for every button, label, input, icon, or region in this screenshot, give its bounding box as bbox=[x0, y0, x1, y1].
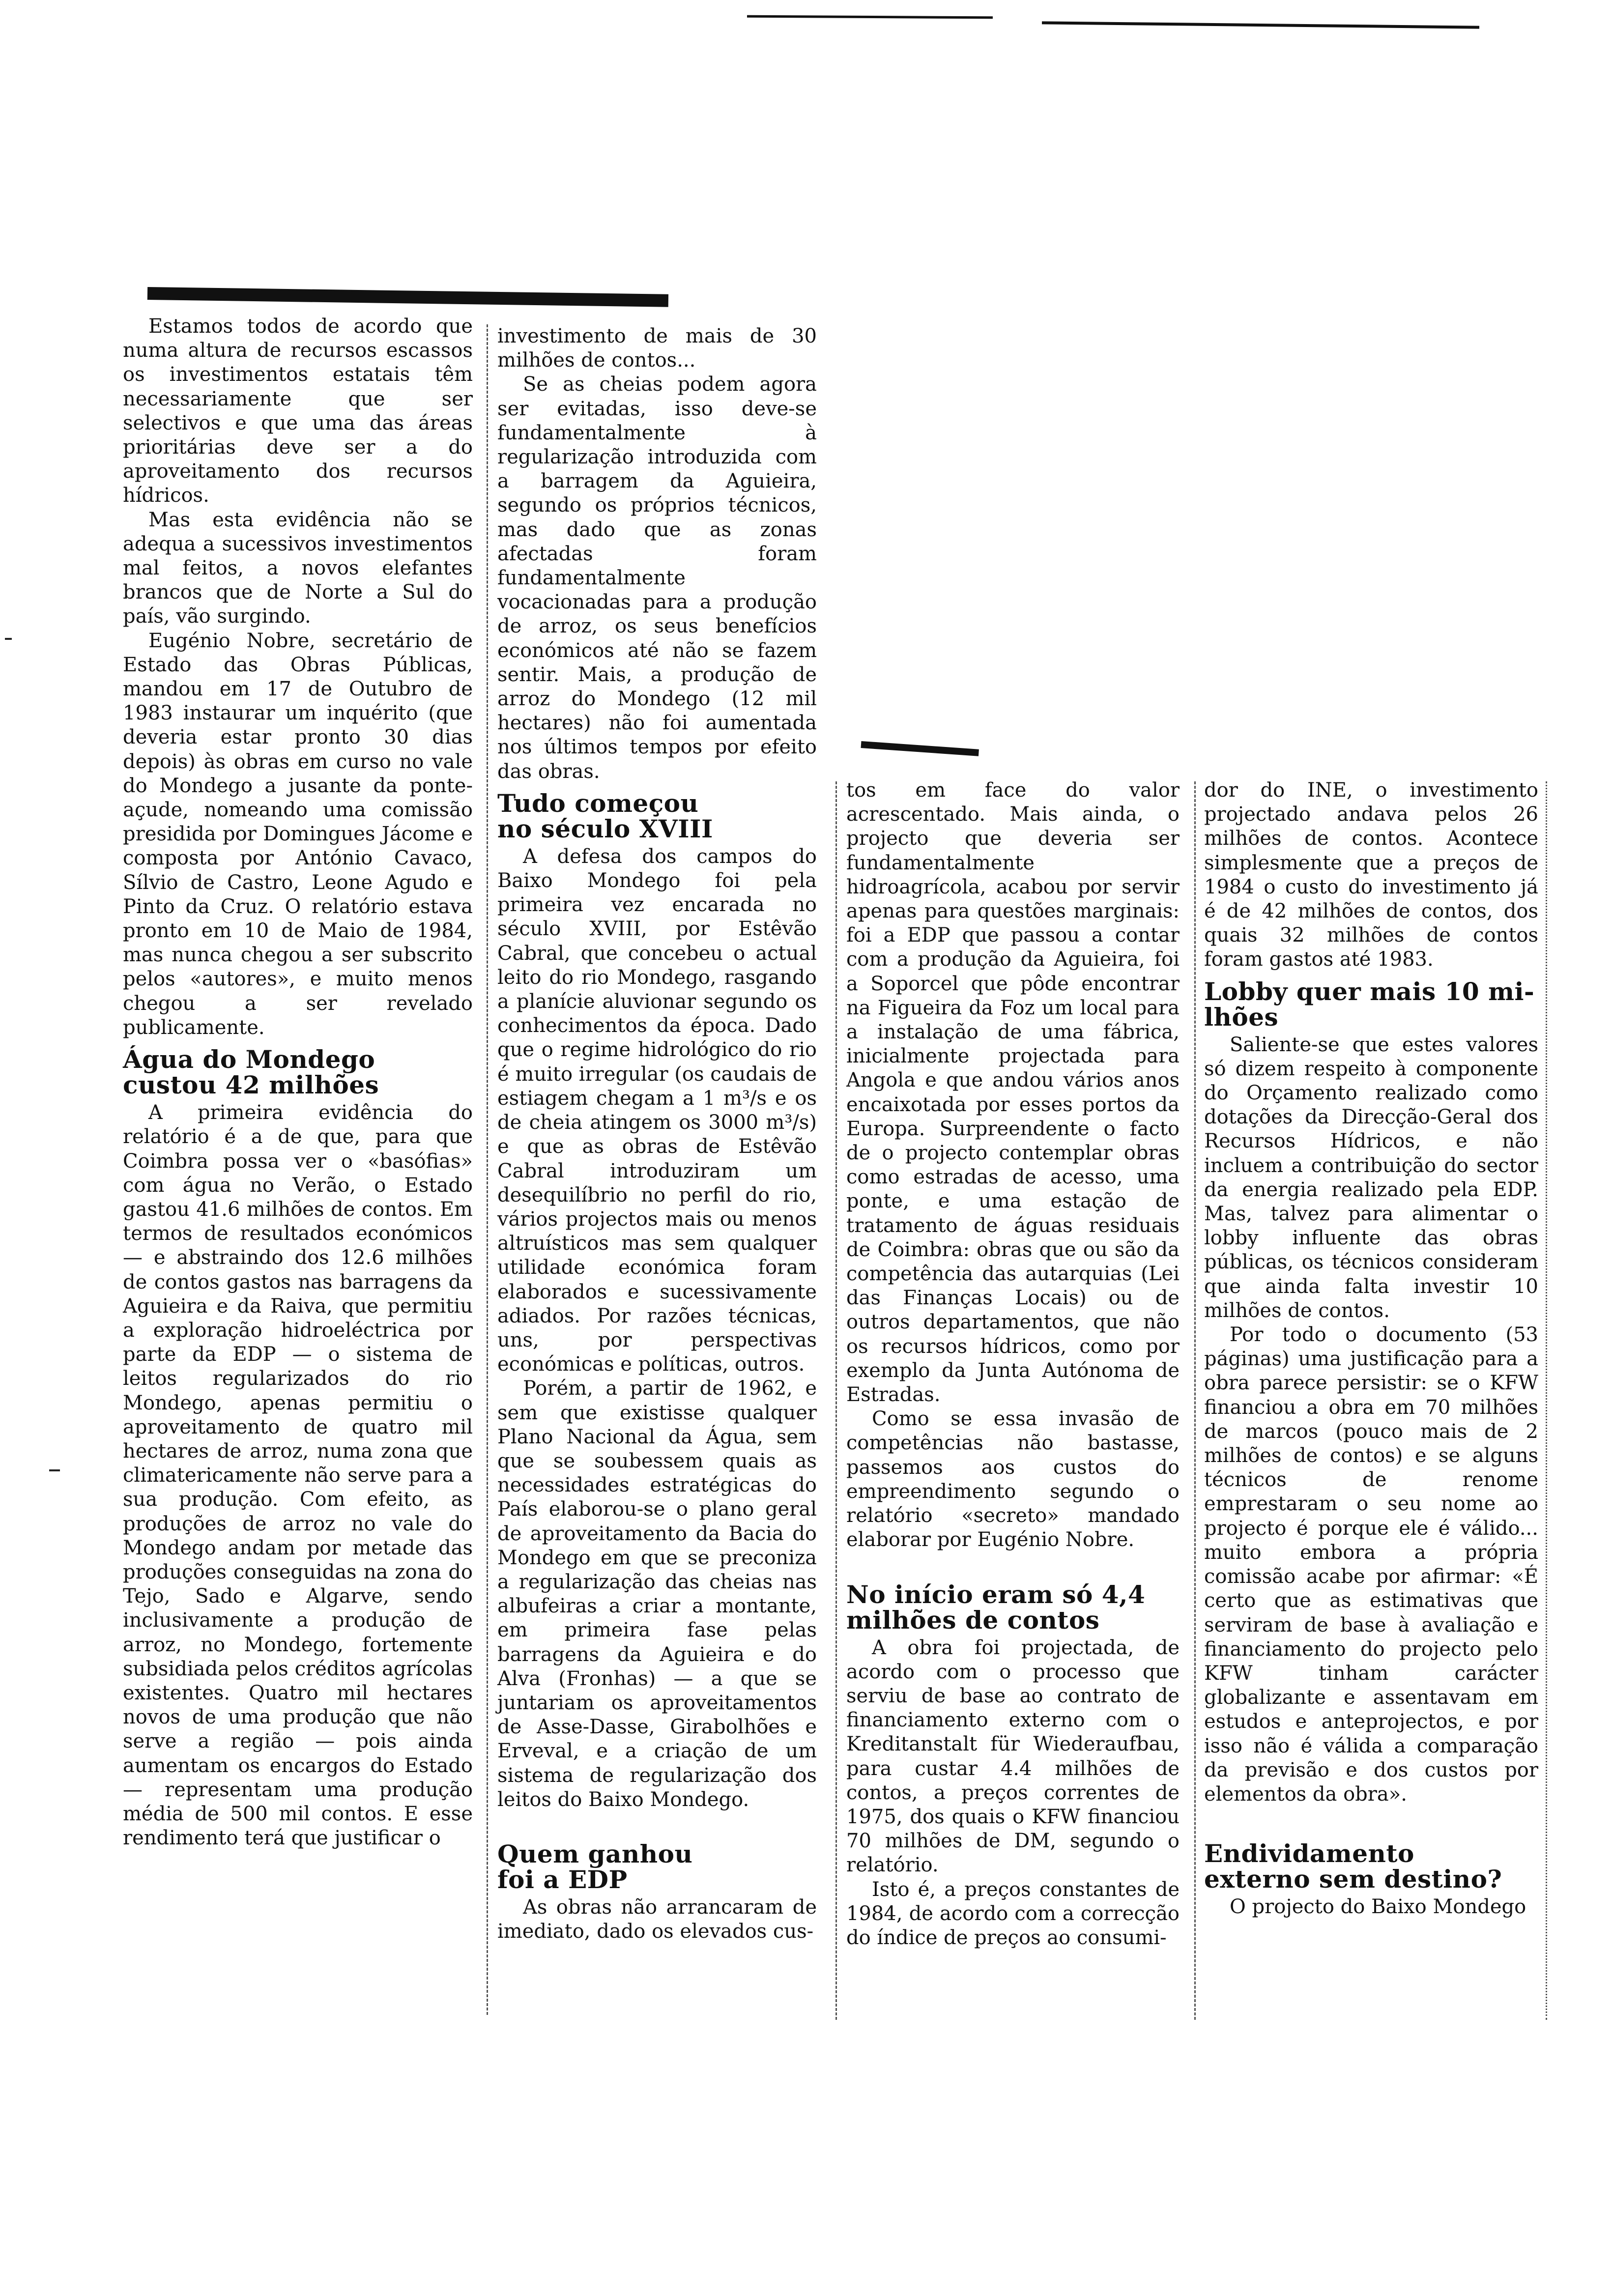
paragraph: A defesa dos campos do Baixo Mondego foi pela primeira vez encarada no século XVIII, por Estêvão Cabral, que concebeu o actual leito do rio Mondego, rasgando a planície aluvionar segundo os conhecimentos da época. Dado que o regime hidrológico do rio é muito irregular (os caudais de estiagem chegam a 1 m³/s e os de cheia atingem os 3000 m³/s) e que as obras de Estêvão Cabral introduziram um desequilíbrio no perfil do rio, vários projectos mais ou menos altruísticos mas sem qualquer utilidade económica foram elaborados e sucessivamente adiados. Por razões técnicas, uns, por perspectivas económicas e políticas, outros. bbox=[497, 845, 817, 1376]
paragraph: Como se essa invasão de competências não bastasse, passemos aos custos do empreendimento segundo o relatório «secreto» mandado elaborar por Eugénio Nobre. bbox=[846, 1407, 1180, 1551]
scan-mark bbox=[5, 638, 12, 640]
article-column-3 bbox=[846, 778, 1180, 1950]
heading-line: Quem ganhou bbox=[497, 1839, 693, 1868]
paragraph: Saliente-se que estes valores só dizem respeito à componente do Orçamento realizado como dotações da Direcção-Geral dos Recursos Hídricos, e não incluem a contribuição do sector da energia realizado pela EDP. Mas, talvez para alimentar o lobby influente das obras públicas, os técnicos consideram que ainda falta investir 10 milhões de contos. bbox=[1204, 1033, 1538, 1322]
article-column-4 bbox=[1204, 778, 1538, 1919]
paragraph: Mas esta evidência não se adequa a sucessivos investimentos mal feitos, a novos elefantes brancos que de Norte a Sul do país, vão surgindo. bbox=[123, 508, 473, 628]
paragraph-continuation: tos em face do valor acrescentado. Mais ainda, o projecto que deveria ser fundamentalmente hidroagrícola, acabou por servir apenas para questões marginais: foi a EDP que passou a contar com a produção da Aguieira, foi a Soporcel que pôde encontrar na Figueira da Foz um local para a instalação de uma fábrica, inicialmente projectada para Angola e que andou vários anos encaixotada por esses portos da Europa. Surpreendente o facto de o projecto contemplar obras como estradas de acesso, uma ponte, e uma estação de tratamento de águas residuais de Coimbra: obras que ou são da competência das autarquias (Lei das Finanças Locais) ou de outros departamentos, que não os recursos hídricos, como por exemplo da Junta Autónoma de Estradas. bbox=[846, 779, 1180, 1406]
section-heading bbox=[123, 1047, 473, 1098]
column-separator bbox=[487, 324, 488, 2015]
heading-line: No início eram só 4,4 bbox=[846, 1579, 1146, 1609]
heading-line: Tudo começou bbox=[497, 788, 699, 818]
paragraph: Isto é, a preços constantes de 1984, de acordo com a correcção do índice de preços ao consumi- bbox=[846, 1878, 1180, 1949]
article-column-2 bbox=[497, 324, 817, 1944]
paragraph: Porém, a partir de 1962, e sem que existisse qualquer Plano Nacional da Água, sem que se soubessem quais as necessidades estratégicas do País elaborou-se o plano geral de aproveitamento da Bacia do Mondego em que se preconiza a regularização das cheias nas albufeiras a criar a montante, em primeira fase pelas barragens da Aguieira e do Alva (Fronhas) — a que se juntariam os aproveitamentos de Asse-Dasse, Girabolhões e Erveval, e a criação de um sistema de regularização dos leitos do Baixo Mondego. bbox=[497, 1377, 817, 1811]
heading-line: externo sem destino? bbox=[1204, 1865, 1502, 1894]
section-heading bbox=[497, 788, 817, 843]
paragraph: Estamos todos de acordo que numa altura de recursos escassos os investimentos estatais têm necessariamente que ser selectivos e que uma das áreas prioritárias deve ser a do aproveitamento dos recursos hídricos. bbox=[123, 315, 473, 507]
heading-line: lhões bbox=[1204, 1002, 1279, 1032]
heading-line: Água do Mondego bbox=[123, 1045, 375, 1074]
section-heading bbox=[1204, 1841, 1538, 1892]
scan-mark bbox=[49, 1469, 60, 1471]
heading-line: Lobby quer mais 10 mi- bbox=[1204, 976, 1535, 1006]
section-heading bbox=[497, 1841, 817, 1893]
top-rule bbox=[147, 287, 668, 307]
heading-line: no século XVIII bbox=[497, 814, 713, 843]
heading-line: Endividamento bbox=[1204, 1839, 1414, 1868]
section-rule bbox=[861, 741, 979, 756]
section-heading bbox=[1204, 976, 1538, 1032]
paragraph: Eugénio Nobre, secretário de Estado das Obras Públicas, mandou em 17 de Outubro de 1983 instaurar um inquérito (que deveria estar pronto 30 dias depois) às obras em curso no vale do Mondego a jusante da ponte-açude, nomeando uma comissão presidida por Domingues Jácome e composta por António Cavaco, Sílvio de Castro, Leone Agudo e Pinto da Cruz. O relatório estava pronto em 10 de Maio de 1984, mas nunca chegou a ser subscrito pelos «autores», e muito menos chegou a ser revelado publicamente. bbox=[123, 629, 473, 1039]
paragraph: A primeira evidência do relatório é a de que, para que Coimbra possa ver o «basófias» com água no Verão, o Estado gastou 41.6 milhões de contos. Em termos de resultados económicos — e abstraindo dos 12.6 milhões de contos gastos nas barragens da Aguieira e da Raiva, que permitiu a exploração hidroeléctrica por parte da EDP — o sistema de leitos regularizados do rio Mondego, apenas permitiu o aproveitamento de quatro mil hectares de arroz, numa zona que climatericamente não serve para a sua produção. Com efeito, as produções de arroz no vale do Mondego andam por metade das produções conseguidas na zona do Tejo, Sado e Algarve, sendo inclusivamente a produção de arroz, no Mondego, fortemente subsidiada pelos créditos agrícolas existentes. Quatro mil hectares novos de uma produção que não serve a região — pois ainda aumentam os encargos do Estado — representam uma produção média de 500 mil contos. E esse rendimento terá que justificar o bbox=[123, 1101, 473, 1850]
column-separator bbox=[1546, 781, 1547, 2020]
section-heading bbox=[846, 1579, 1180, 1635]
paragraph-continuation: investimento de mais de 30 milhões de contos... bbox=[497, 325, 817, 372]
paragraph: O projecto do Baixo Mondego bbox=[1230, 1895, 1526, 1919]
article-column-1 bbox=[123, 315, 473, 1850]
scan-artifact-line bbox=[747, 15, 993, 19]
column-separator bbox=[835, 781, 837, 2020]
heading-line: milhões de contos bbox=[846, 1605, 1100, 1635]
heading-line: custou 42 milhões bbox=[123, 1070, 379, 1100]
paragraph: As obras não arrancaram de imediato, dado os elevados cus- bbox=[497, 1895, 817, 1943]
paragraph: Se as cheias podem agora ser evitadas, isso deve-se fundamentalmente à regularização introduzida com a barragem da Aguieira, segundo os próprios técnicos, mas dado que as zonas afectadas foram fundamentalmente vocacionadas para a produção de arroz, os seus benefícios económicos até não se fazem sentir. Mais, a produção de arroz do Mondego (12 mil hectares) não foi aumentada nos últimos tempos por efeito das obras. bbox=[497, 373, 817, 783]
column-separator bbox=[1194, 781, 1196, 2020]
paragraph-continuation: dor do INE, o investimento projectado andava pelos 26 milhões de contos. Acontece simplesmente que a preços de 1984 o custo do investimento já é de 42 milhões de contos, dos quais 32 milhões de contos foram gastos até 1983. bbox=[1204, 779, 1538, 971]
paragraph: Por todo o documento (53 páginas) uma justificação para a obra parece persistir: se o KFW financiou a obra em 70 milhões de marcos (pouco mais de 2 milhões de contos) e se alguns técnicos de renome emprestaram o seu nome ao projecto é porque ele é válido... muito embora a própria comissão acabe por afirmar: «É certo que as estimativas que serviram de base à avaliação e financiamento do projecto pelo KFW tinham carácter globalizante e assentavam em estudos e anteprojectos, e por isso não é válida a comparação da previsão e dos custos por elementos da obra». bbox=[1204, 1323, 1538, 1806]
paragraph: A obra foi projectada, de acordo com o processo que serviu de base ao contrato de financiamento externo com o Kreditanstalt für Wiederaufbau, para custar 4.4 milhões de contos, a preços correntes de 1975, dos quais o KFW financiou 70 milhões de DM, segundo o relatório. bbox=[846, 1636, 1180, 1877]
scan-artifact-line bbox=[1042, 21, 1479, 29]
heading-line: foi a EDP bbox=[497, 1865, 628, 1894]
